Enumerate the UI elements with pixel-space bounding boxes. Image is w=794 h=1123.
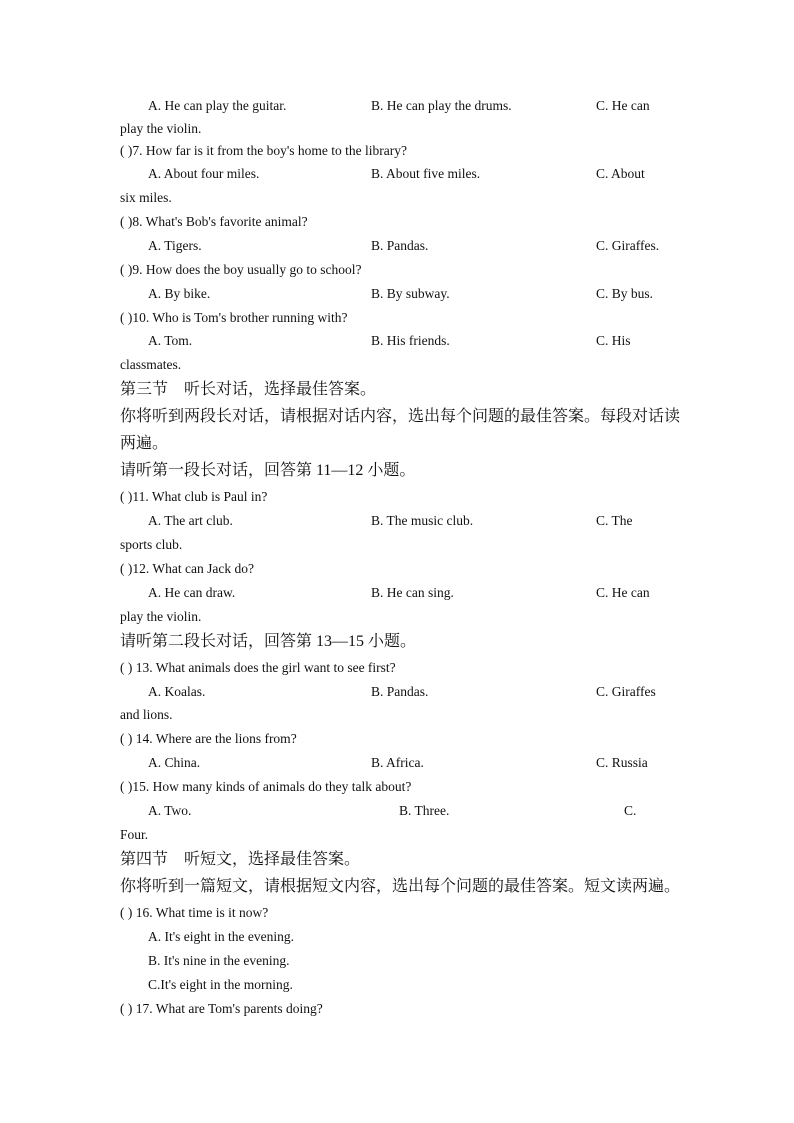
option-b: B. About five miles.: [371, 166, 481, 181]
question-11: ( )11. What club is Paul in?: [120, 489, 268, 504]
question-16: ( ) 16. What time is it now?: [120, 905, 269, 920]
option-a: A. Two.: [148, 803, 192, 818]
question-17: ( ) 17. What are Tom's parents doing?: [120, 1001, 323, 1016]
dialogue-2-instructions: 请听第二段长对话，回答第 13—15 小题。: [120, 633, 417, 650]
question-9: ( )9. How does the boy usually go to school?: [120, 262, 362, 277]
option-a: A. It's eight in the evening.: [148, 929, 295, 944]
option-c: C. Russia: [596, 755, 648, 770]
option-a: A. China.: [148, 755, 201, 770]
option-c: C. He can: [596, 98, 650, 113]
question-13: ( ) 13. What animals does the girl want to see first?: [120, 660, 396, 675]
question-7: ( )7. How far is it from the boy's home to the library?: [120, 143, 407, 158]
option-c-continued: play the violin.: [120, 609, 202, 624]
option-a: A. Koalas.: [148, 684, 206, 699]
option-c-continued: six miles.: [120, 190, 172, 205]
option-c: C. The: [596, 513, 633, 528]
option-a: A. Tom.: [148, 333, 193, 348]
option-a: A. Tigers.: [148, 238, 202, 253]
option-b: B. Pandas.: [371, 684, 429, 699]
option-c: C.: [624, 803, 637, 818]
section-3-instructions-continued: 两遍。: [120, 435, 169, 452]
section-3-instructions: 你将听到两段长对话，请根据对话内容，选出每个问题的最佳答案。每段对话读: [120, 408, 681, 425]
option-c: C. About: [596, 166, 645, 181]
option-a: A. He can play the guitar.: [148, 98, 287, 113]
option-b: B. He can play the drums.: [371, 98, 512, 113]
question-15: ( )15. How many kinds of animals do they talk about?: [120, 779, 412, 794]
option-c-continued: sports club.: [120, 537, 183, 552]
option-c-continued: classmates.: [120, 357, 182, 372]
option-b: B. Africa.: [371, 755, 424, 770]
option-a: A. The art club.: [148, 513, 233, 528]
option-c-continued: play the violin.: [120, 121, 202, 136]
question-12: ( )12. What can Jack do?: [120, 561, 254, 576]
option-b: B. His friends.: [371, 333, 450, 348]
question-14: ( ) 14. Where are the lions from?: [120, 731, 297, 746]
option-c: C.It's eight in the morning.: [148, 977, 293, 992]
option-b: B. He can sing.: [371, 585, 454, 600]
section-3-heading: 第三节 听长对话，选择最佳答案。: [120, 381, 377, 398]
option-c-continued: and lions.: [120, 707, 173, 722]
option-b: B. It's nine in the evening.: [148, 953, 290, 968]
option-c: C. Giraffes.: [596, 238, 660, 253]
section-4-heading: 第四节 听短文，选择最佳答案。: [120, 851, 361, 868]
option-c: C. Giraffes: [596, 684, 656, 699]
option-c: C. His: [596, 333, 631, 348]
option-c: C. By bus.: [596, 286, 654, 301]
question-10: ( )10. Who is Tom's brother running with?: [120, 310, 348, 325]
question-8: ( )8. What's Bob's favorite animal?: [120, 214, 308, 229]
option-c: C. He can: [596, 585, 650, 600]
option-a: A. He can draw.: [148, 585, 236, 600]
option-b: B. The music club.: [371, 513, 474, 528]
dialogue-1-instructions: 请听第一段长对话，回答第 11—12 小题。: [120, 462, 416, 479]
option-a: A. About four miles.: [148, 166, 260, 181]
option-b: B. Pandas.: [371, 238, 429, 253]
option-b: B. Three.: [399, 803, 450, 818]
option-a: A. By bike.: [148, 286, 211, 301]
section-4-instructions: 你将听到一篇短文，请根据短文内容，选出每个问题的最佳答案。短文读两遍。: [120, 878, 681, 895]
option-c-continued: Four.: [120, 827, 149, 842]
option-b: B. By subway.: [371, 286, 450, 301]
